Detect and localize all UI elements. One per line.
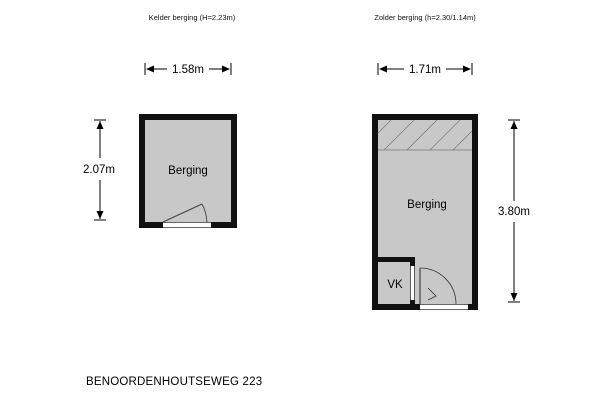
closet-label: VK bbox=[387, 279, 403, 291]
left-plan-caption: Kelder berging (H=2.23m) bbox=[148, 13, 236, 22]
right-room bbox=[372, 114, 478, 310]
left-width-dimension bbox=[145, 63, 231, 76]
right-room-label: Berging bbox=[407, 199, 447, 211]
address-label: BENOORDENHOUTSEWEG 223 bbox=[86, 376, 263, 388]
left-height-dimension bbox=[83, 120, 115, 220]
left-height-label: 2.07m bbox=[83, 164, 115, 176]
left-plan bbox=[83, 13, 237, 228]
right-height-label: 3.80m bbox=[498, 206, 530, 218]
right-width-label: 1.71m bbox=[409, 64, 441, 76]
right-height-dimension bbox=[498, 120, 530, 302]
left-room bbox=[139, 114, 237, 228]
left-width-label: 1.58m bbox=[172, 64, 204, 76]
right-width-dimension bbox=[378, 63, 472, 76]
right-plan bbox=[372, 13, 530, 310]
left-room-label: Berging bbox=[168, 165, 208, 177]
right-plan-caption: Zolder berging (h=2.30/1.14m) bbox=[374, 13, 476, 22]
